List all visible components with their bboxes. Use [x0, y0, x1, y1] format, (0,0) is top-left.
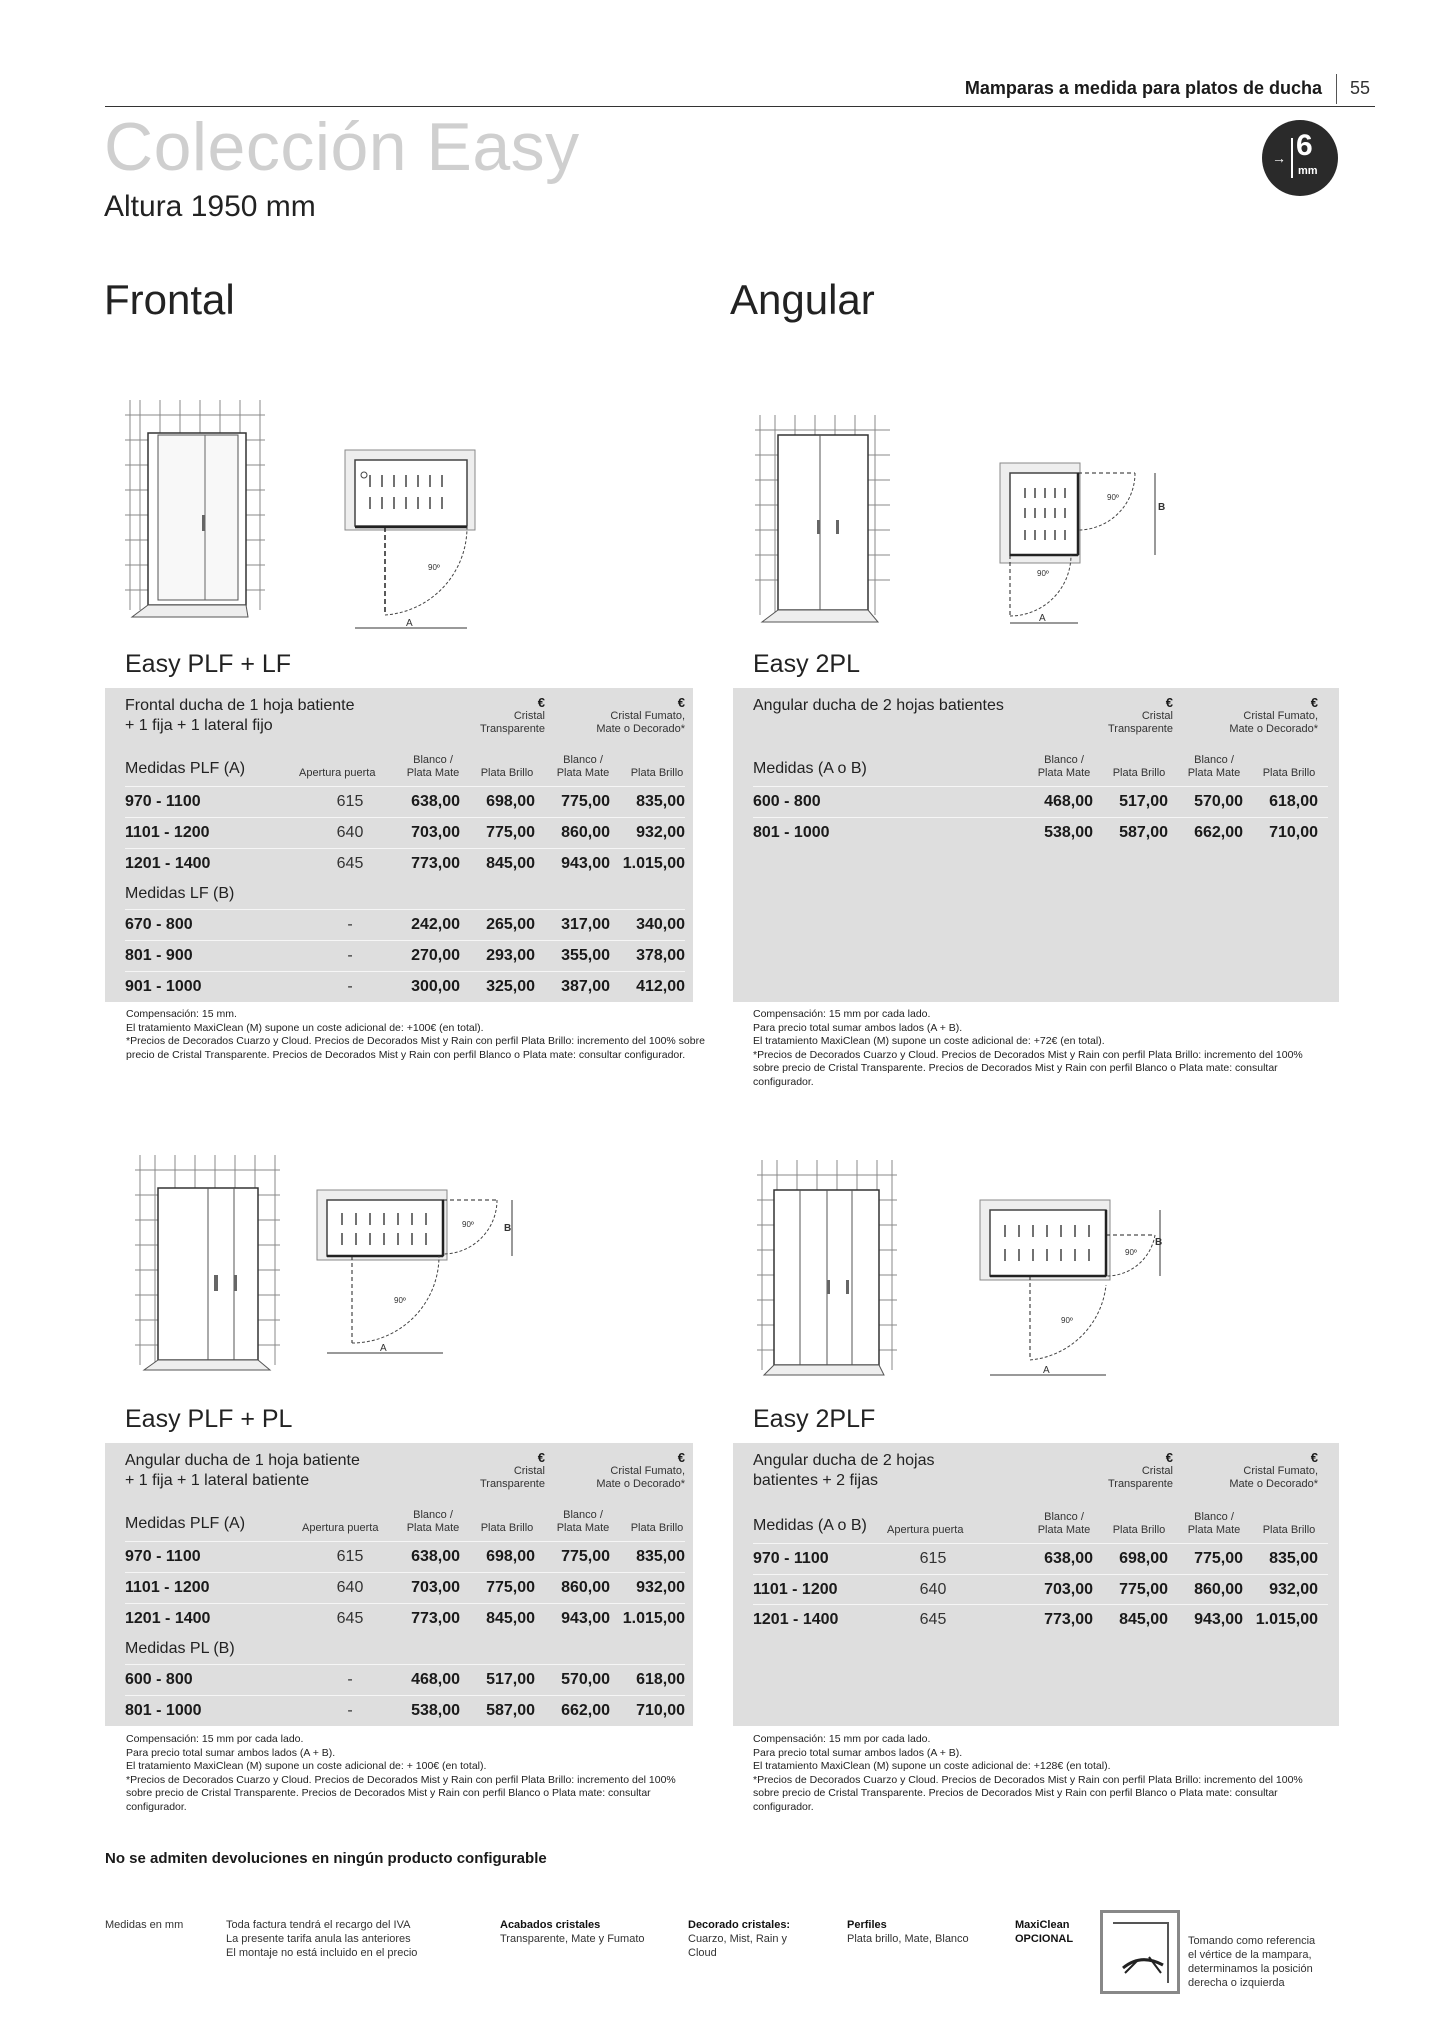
table-row: 1101 - 1200 640 703,00 775,00 860,00 932,00 — [125, 1572, 685, 1602]
dim-b-label: B — [1158, 502, 1166, 513]
col-brillo: Plata Brillo — [480, 767, 534, 779]
col-brillo: Plata Brillo — [630, 1522, 684, 1534]
glass-bar-icon — [1291, 138, 1293, 178]
product-notes: Compensación: 15 mm por cada lado. Para precio total sumar ambos lados (A + B). El tratamiento MaxiClean (M) supone un coste adicional de: +72€ (en total). *Precios de Decorados Cuarzo y Cloud. Precios de Decorados Mist y Rain con perfil Plata Brillo: incremento del 100% sobre precio de Cristal Transparente. Precios de Decorados Mist y Rain con perfil Blanco o Plata mate: consultar configurador. — [753, 1008, 1303, 1088]
product-description: Angular ducha de 1 hoja batiente + 1 fija + 1 lateral batiente — [125, 1452, 360, 1489]
product-name: Easy 2PL — [753, 650, 861, 678]
arrow-right-icon: → — [1272, 150, 1286, 166]
glass-fumato-label: Cristal Fumato, Mate o Decorado* — [1229, 710, 1318, 735]
measure-label: Medidas PLF (A) — [125, 760, 246, 777]
glass-fumato-label: Cristal Fumato, Mate o Decorado* — [1229, 1465, 1318, 1490]
product-notes: Compensación: 15 mm por cada lado. Para precio total sumar ambos lados (A + B). El tratamiento MaxiClean (M) supone un coste adicional de: + 100€ (en total). *Precios de Decorados Cuarzo y Cloud. Precios de Decorados Mist y Rain con perfil Plata Brillo: incremento del 100% sobre precio de Cristal Transparente. Precios de Decorados Mist y Rain con perfil Blanco o Plata mate: consultar configurador. — [126, 1733, 676, 1813]
glass-fumato-label: Cristal Fumato, Mate o Decorado* — [596, 710, 685, 735]
angle-label: 90º — [394, 1296, 406, 1305]
angle-label: 90º — [1125, 1248, 1137, 1257]
section-angular: Angular — [730, 276, 875, 323]
col-brillo: Plata Brillo — [1112, 767, 1166, 779]
col-brillo: Plata Brillo — [1262, 1524, 1316, 1536]
glass-clear-label: Cristal Transparente — [479, 710, 545, 735]
angle-label: 90º — [1061, 1316, 1073, 1325]
page-number: 55 — [1350, 78, 1371, 98]
group-label: Medidas LF (B) — [125, 885, 235, 902]
price-table-2pl — [733, 688, 1339, 1002]
table-row: 1101 - 1200 640 703,00 775,00 860,00 932,00 — [753, 1574, 1328, 1604]
table-row: 600 - 800 468,00 517,00 570,00 618,00 — [753, 786, 1328, 816]
thickness-unit: mm — [1298, 165, 1318, 177]
table-row: 1201 - 1400 645 773,00 845,00 943,00 1.015,00 — [753, 1604, 1328, 1634]
thickness-badge — [1262, 120, 1338, 196]
opening-label: Apertura puerta — [299, 767, 376, 779]
table-row: 901 - 1000 - 300,00 325,00 387,00 412,00 — [125, 971, 685, 1001]
no-returns-warning: No se admiten devoluciones en ningún producto configurable — [105, 1850, 547, 1867]
glass-fumato-label: Cristal Fumato, Mate o Decorado* — [596, 1465, 685, 1490]
col-brillo: Plata Brillo — [630, 767, 684, 779]
shower-plan-2plf — [975, 1195, 1175, 1385]
table-row: 970 - 1100 615 638,00 698,00 775,00 835,00 — [753, 1543, 1328, 1573]
shower-elevation-2pl — [750, 410, 895, 625]
collection-height: Altura 1950 mm — [104, 190, 316, 223]
footer-units: Medidas en mm — [105, 1919, 184, 1931]
footer-profiles: Perfiles Plata brillo, Mate, Blanco — [847, 1919, 969, 1945]
angle-label: 90º — [1107, 493, 1119, 502]
footer-maxiclean: MaxiClean OPCIONAL — [1015, 1919, 1074, 1945]
col-blanco: Blanco / Plata Mate — [556, 754, 610, 779]
col-brillo: Plata Brillo — [480, 1522, 534, 1534]
shower-elevation-plf-pl — [130, 1150, 285, 1375]
euro-label: € — [537, 1450, 545, 1465]
product-name: Easy PLF + LF — [125, 650, 292, 678]
shower-plan-plf-lf — [340, 445, 480, 635]
price-table-plf-lf — [105, 688, 693, 1002]
col-blanco: Blanco / Plata Mate — [1037, 1511, 1091, 1536]
col-blanco: Blanco / Plata Mate — [406, 754, 460, 779]
angle-label: 90º — [462, 1220, 474, 1229]
collection-title: Colección Easy — [104, 109, 580, 185]
product-notes: Compensación: 15 mm por cada lado. Para precio total sumar ambos lados (A + B). El tratamiento MaxiClean (M) supone un coste adicional de: +128€ (en total). *Precios de Decorados Cuarzo y Cloud. Precios de Decorados Mist y Rain con perfil Plata Brillo: incremento del 100% sobre precio de Cristal Transparente. Precios de Decorados Mist y Rain con perfil Blanco o Plata mate: consultar configurador. — [753, 1733, 1303, 1813]
table-row: 1201 - 1400 645 773,00 845,00 943,00 1.015,00 — [125, 1603, 685, 1633]
euro-label: € — [1165, 1450, 1173, 1465]
table-row: 600 - 800 - 468,00 517,00 570,00 618,00 — [125, 1664, 685, 1694]
col-brillo: Plata Brillo — [1262, 767, 1316, 779]
measure-label: Medidas (A o B) — [753, 760, 867, 777]
dim-a-label: A — [406, 618, 413, 629]
table-row: 670 - 800 - 242,00 265,00 317,00 340,00 — [125, 909, 685, 939]
table-row: 970 - 1100 615 638,00 698,00 775,00 835,00 — [125, 786, 685, 816]
product-description: Angular ducha de 2 hojas batientes — [753, 697, 1004, 714]
col-blanco: Blanco / Plata Mate — [406, 1509, 460, 1534]
dim-a-label: A — [380, 1343, 387, 1354]
euro-label: € — [677, 695, 685, 710]
measure-label: Medidas PLF (A) — [125, 1515, 246, 1532]
product-name: Easy 2PLF — [753, 1405, 876, 1433]
price-table-2plf — [733, 1443, 1339, 1726]
shower-plan-2pl — [995, 458, 1175, 628]
group-label: Medidas PL (B) — [125, 1640, 235, 1657]
euro-label: € — [1310, 695, 1318, 710]
position-reference-icon — [1100, 1910, 1180, 1994]
footer-glass: Acabados cristales Transparente, Mate y Fumato — [500, 1919, 645, 1945]
angle-label: 90º — [428, 563, 440, 572]
product-description: Angular ducha de 2 hojas batientes + 2 fijas — [753, 1452, 935, 1489]
header-title: Mamparas a medida para platos de ducha — [964, 78, 1322, 98]
col-blanco: Blanco / Plata Mate — [1187, 754, 1241, 779]
table-row: 1101 - 1200 640 703,00 775,00 860,00 932,00 — [125, 817, 685, 847]
euro-label: € — [1165, 695, 1173, 710]
thickness-value: 6 — [1296, 129, 1313, 162]
table-row: 970 - 1100 615 638,00 698,00 775,00 835,00 — [125, 1541, 685, 1571]
dim-a-label: A — [1043, 1365, 1050, 1376]
shower-elevation-2plf — [752, 1155, 902, 1380]
product-description: Frontal ducha de 1 hoja batiente + 1 fija + 1 lateral fijo — [125, 697, 355, 734]
footer-invoice: Toda factura tendrá el recargo del IVA La presente tarifa anula las anteriores El montaje no está incluido en el precio — [226, 1919, 418, 1959]
header-separator — [1336, 74, 1337, 104]
section-frontal: Frontal — [104, 276, 235, 323]
price-table-plf-pl — [105, 1443, 693, 1726]
col-blanco: Blanco / Plata Mate — [1187, 1511, 1241, 1536]
col-blanco: Blanco / Plata Mate — [1037, 754, 1091, 779]
table-row: 801 - 900 - 270,00 293,00 355,00 378,00 — [125, 940, 685, 970]
opening-label: Apertura puerta — [302, 1522, 379, 1534]
product-name: Easy PLF + PL — [125, 1405, 293, 1433]
opening-label: Apertura puerta — [887, 1524, 964, 1536]
euro-label: € — [1310, 1450, 1318, 1465]
header-rule — [105, 106, 1375, 107]
table-row: 801 - 1000 538,00 587,00 662,00 710,00 — [753, 817, 1328, 847]
glass-clear-label: Cristal Transparente — [479, 1465, 545, 1490]
table-row: 1201 - 1400 645 773,00 845,00 943,00 1.015,00 — [125, 848, 685, 878]
dim-a-label: A — [1039, 613, 1046, 624]
table-row: 801 - 1000 - 538,00 587,00 662,00 710,00 — [125, 1695, 685, 1725]
euro-label: € — [537, 695, 545, 710]
shower-plan-plf-pl — [312, 1185, 522, 1360]
euro-label: € — [677, 1450, 685, 1465]
dim-b-label: B — [504, 1223, 512, 1234]
position-reference-text: Tomando como referencia el vértice de la mampara, determinamos la posición derecha o izquierda — [1188, 1935, 1316, 1989]
dim-b-label: B — [1155, 1237, 1163, 1248]
glass-clear-label: Cristal Transparente — [1107, 710, 1173, 735]
shower-elevation-plf-lf — [120, 395, 270, 620]
product-notes: Compensación: 15 mm. El tratamiento MaxiClean (M) supone un coste adicional de: +100€ (en total). *Precios de Decorados Cuarzo y Cloud. Precios de Decorados Mist y Rain con perfil Plata Brillo: incremento del 100% sobre precio de Cristal Transparente. Precios de Decorados Mist y Rain con perfil Blanco o Plata mate: consultar configurador. — [126, 1008, 705, 1061]
col-brillo: Plata Brillo — [1112, 1524, 1166, 1536]
measure-label: Medidas (A o B) — [753, 1517, 867, 1534]
footer-decor: Decorado cristales: Cuarzo, Mist, Rain y Cloud — [688, 1919, 791, 1959]
col-blanco: Blanco / Plata Mate — [556, 1509, 610, 1534]
glass-clear-label: Cristal Transparente — [1107, 1465, 1173, 1490]
angle-label: 90º — [1037, 569, 1049, 578]
